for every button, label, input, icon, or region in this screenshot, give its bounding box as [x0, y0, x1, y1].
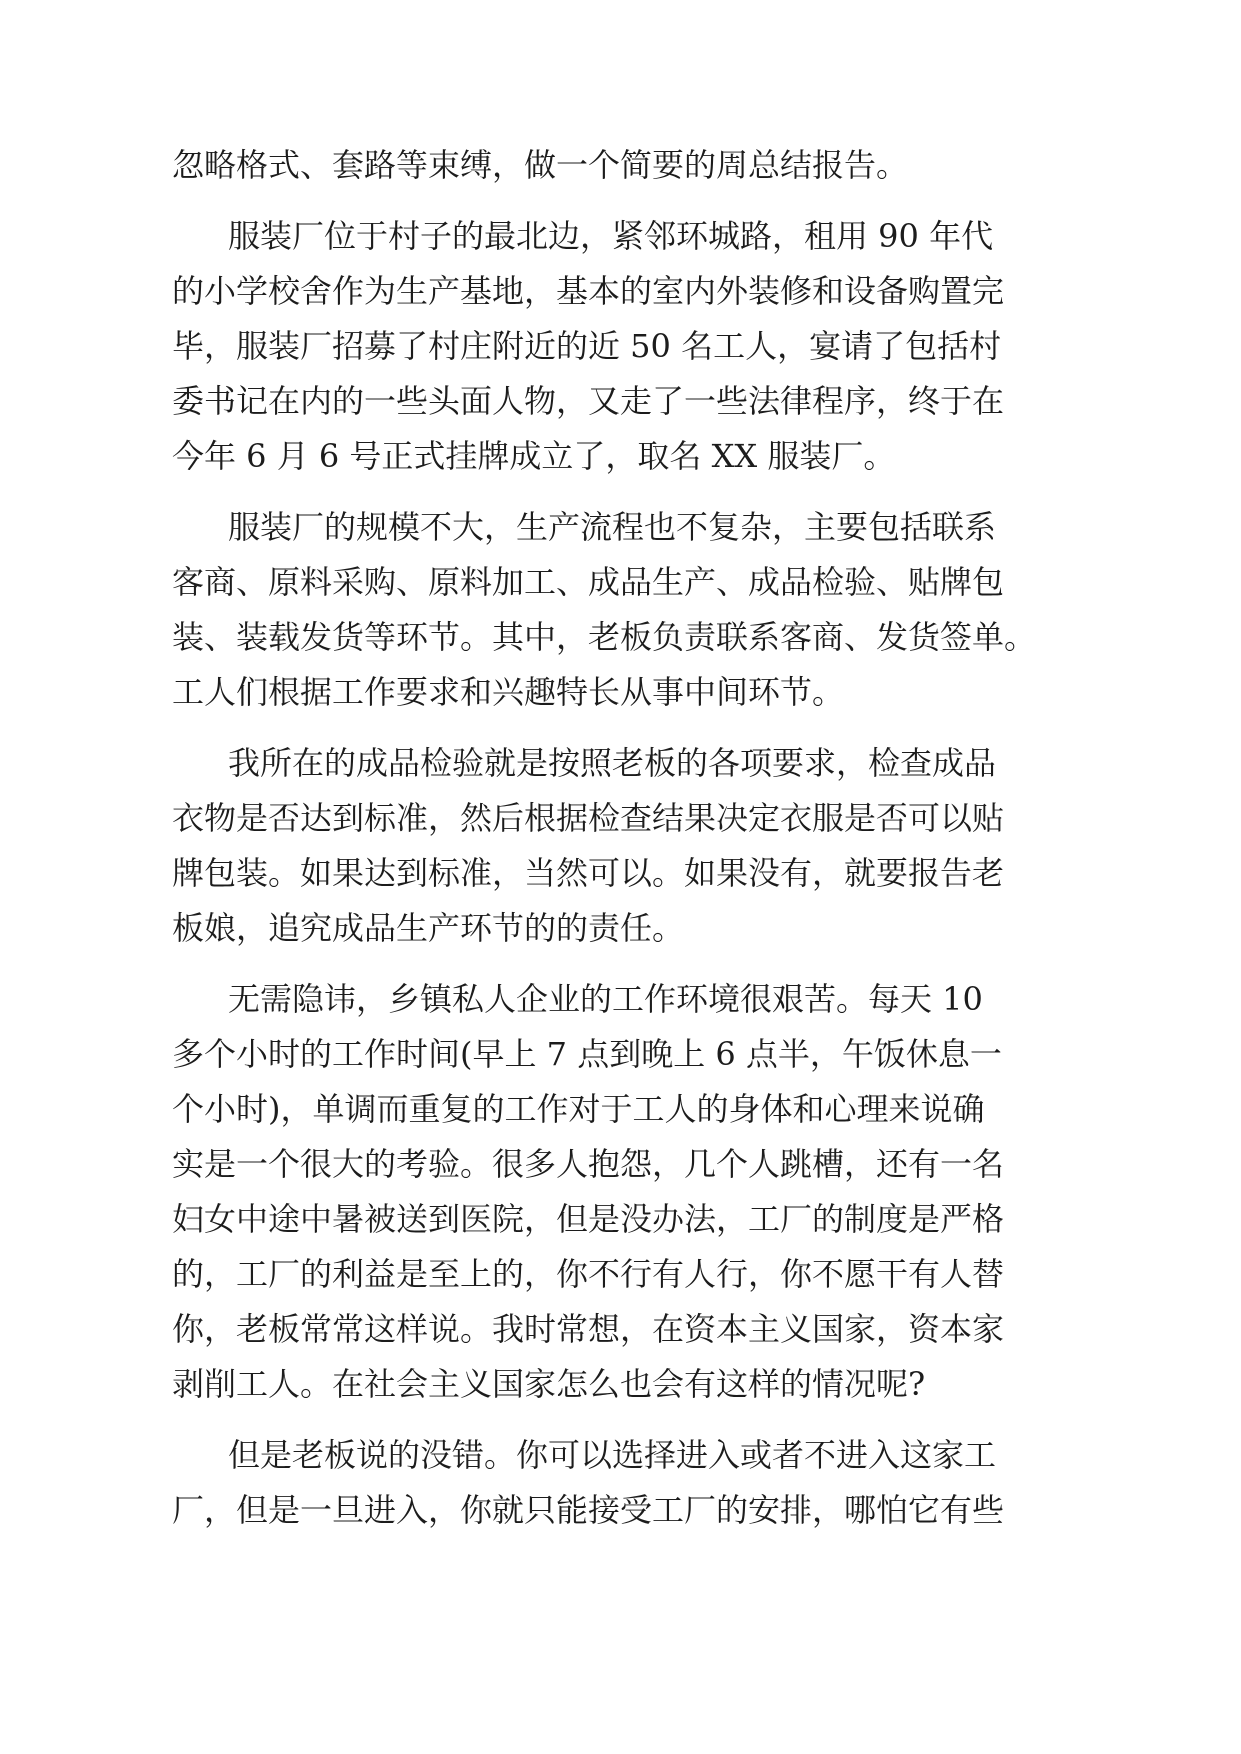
text-line: 妇女中途中暑被送到医院，但是没办法，工厂的制度是严格: [172, 1200, 1005, 1238]
text-line: 厂，但是一旦进入，你就只能接受工厂的安排，哪怕它有些: [172, 1491, 1005, 1529]
paragraph-start-line: 服装厂的规模不大，生产流程也不复杂，主要包括联系: [228, 508, 997, 546]
text-line: 板娘，追究成品生产环节的的责任。: [172, 909, 685, 947]
paragraph-start-line: 无需隐讳，乡镇私人企业的工作环境很艰苦。每天 10: [228, 980, 983, 1018]
paragraph-start-line: 我所在的成品检验就是按照老板的各项要求，检查成品: [228, 744, 997, 782]
text-line: 的小学校舍作为生产基地，基本的室内外装修和设备购置完: [172, 272, 1005, 310]
text-line: 的，工厂的利益是至上的，你不行有人行，你不愿干有人替: [172, 1255, 1005, 1293]
text-line: 衣物是否达到标准，然后根据检查结果决定衣服是否可以贴: [172, 799, 1005, 837]
text-line: 今年 6 月 6 号正式挂牌成立了，取名 XX 服装厂。: [172, 437, 896, 475]
text-line: 工人们根据工作要求和兴趣特长从事中间环节。: [172, 673, 845, 711]
text-line: 剥削工人。在社会主义国家怎么也会有这样的情况呢?: [172, 1365, 926, 1403]
text-line: 牌包装。如果达到标准，当然可以。如果没有，就要报告老: [172, 854, 1005, 892]
text-line: 实是一个很大的考验。很多人抱怨，几个人跳槽，还有一名: [172, 1145, 1005, 1183]
paragraph-start-line: 但是老板说的没错。你可以选择进入或者不进入这家工: [228, 1436, 997, 1474]
text-line: 你，老板常常这样说。我时常想，在资本主义国家，资本家: [172, 1310, 1005, 1348]
text-line: 多个小时的工作时间(早上 7 点到晚上 6 点半，午饭休息一: [172, 1035, 1002, 1073]
text-line: 忽略格式、套路等束缚，做一个简要的周总结报告。: [172, 146, 909, 184]
text-line: 毕，服装厂招募了村庄附近的近 50 名工人，宴请了包括村: [172, 327, 1002, 365]
text-line: 个小时)，单调而重复的工作对于工人的身体和心理来说确: [172, 1090, 985, 1128]
text-line: 装、装载发货等环节。其中，老板负责联系客商、发货签单。: [172, 618, 1037, 656]
paragraph-start-line: 服装厂位于村子的最北边，紧邻环城路，租用 90 年代: [228, 217, 994, 255]
text-line: 委书记在内的一些头面人物，又走了一些法律程序，终于在: [172, 382, 1005, 420]
text-line: 客商、原料采购、原料加工、成品生产、成品检验、贴牌包: [172, 563, 1005, 601]
